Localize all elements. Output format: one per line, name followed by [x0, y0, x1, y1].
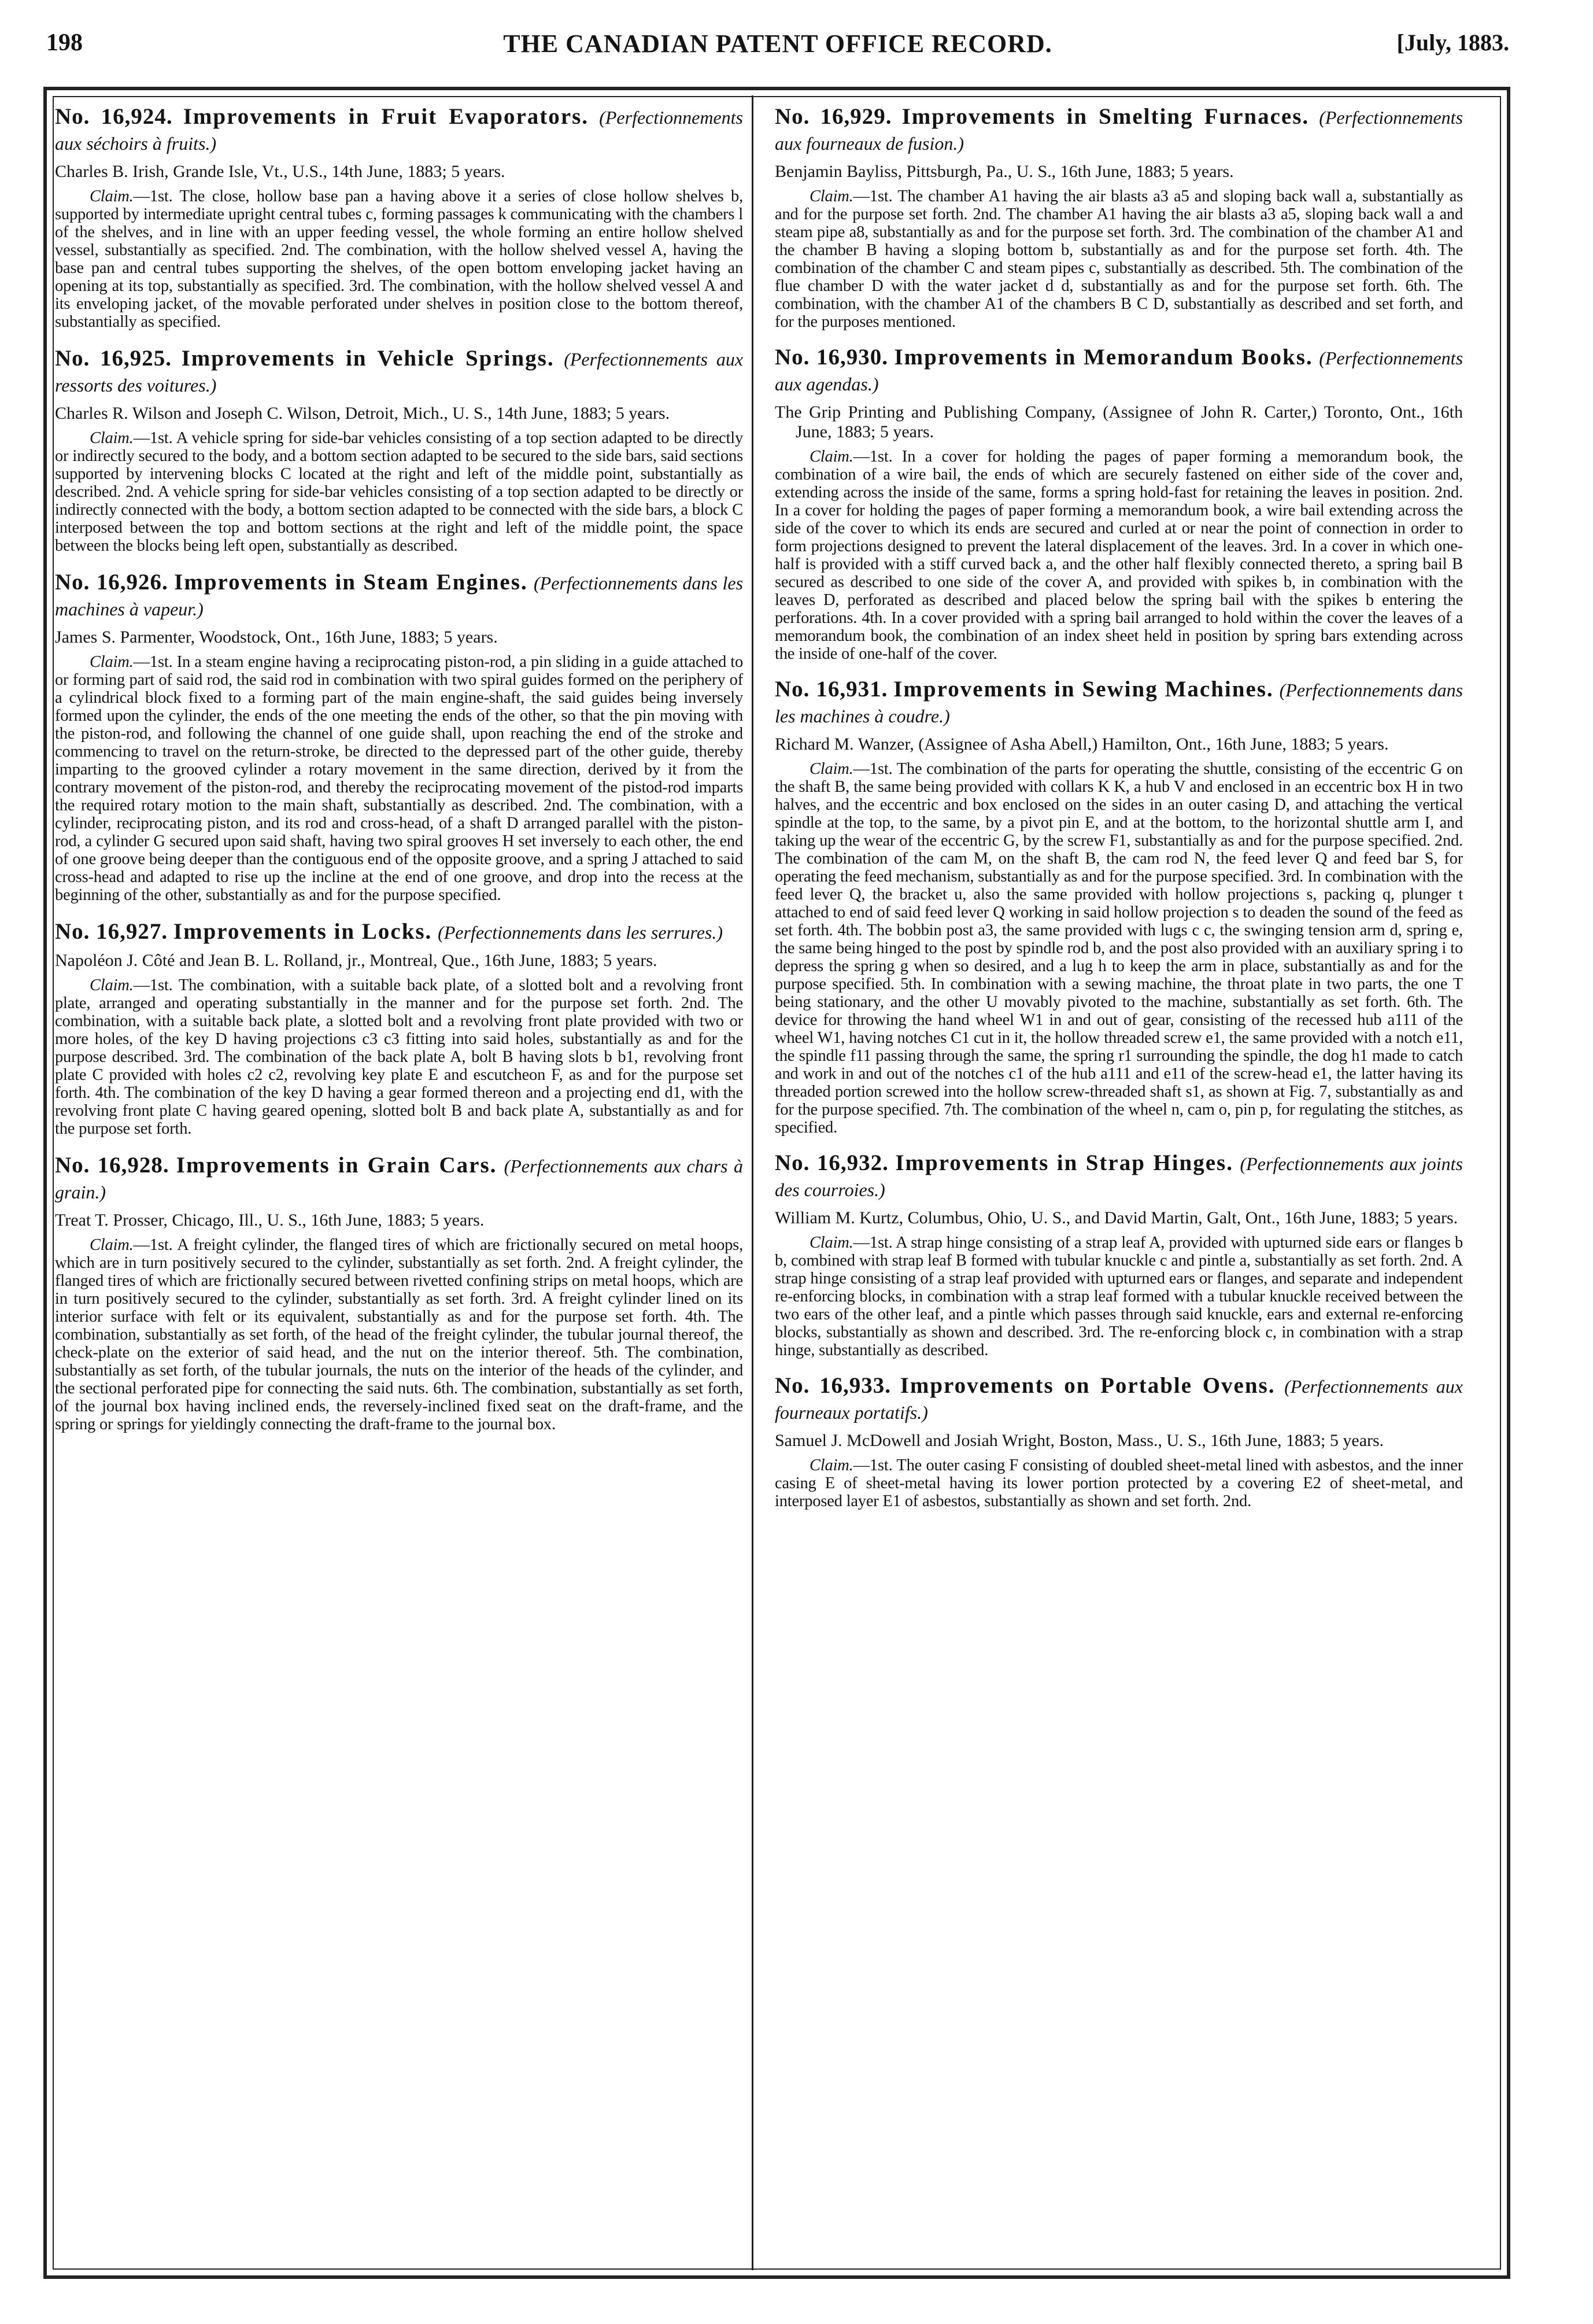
issue-date: [July, 1883.	[1396, 29, 1509, 56]
patent-french-title: (Perfectionnements dans les machines à coudre.)	[775, 680, 1463, 726]
left-column	[55, 104, 743, 1433]
claim-lead: Claim.	[810, 187, 853, 205]
claim-text	[55, 976, 743, 1138]
patent-number: No. 16,927.	[55, 919, 168, 944]
patentee-line: Treat T. Prosser, Chicago, Ill., U. S., 16th June, 1883; 5 years.	[55, 1211, 485, 1230]
claim-body: —1st. A freight cylinder, the flanged tires of which are frictionally secured on metal hoops, which are in turn positively secured to the cylinder, substantially as set forth. 2nd. A freight cylinder, the flanged tires of which are frictionally secured between rivetted confining strips on metal hoops, which are in turn positively secured to the cylinder, substantially as set forth. 3rd. A freight cylinder lined on its interior surface with felt or its equivalent, substantially as and for the purpose set forth. 4th. The combination, substantially as set forth, of the head of the freight cylinder, the tubular journal thereof, the check-plate on the exterior of said head, and the nut on the interior thereof. 5th. The combination, substantially as set forth, of the tubular journals, the nuts on the interior of the heads of the cylinder, and the sectional perforated pipe for connecting the said nuts. 6th. The combination, substantially as set forth, of the journal box having inclined ends, the reversely-inclined fixed seat on the draft-frame, and the spring or springs for yieldingly connecting the draft-frame to the journal box.	[55, 1236, 743, 1433]
patent-entry-16930	[775, 345, 1463, 663]
claim-body: —1st. The combination, with a suitable back plate, of a slotted bolt and a revolving front plate, arranged and operating substantially in the manner and for the purpose set forth. 2nd. The combination, with a suitable back plate, a slotted bolt and a revolving front plate provided with two or more holes, of the key D having projections c3 c3 fitting into said holes, substantially as and for the purpose described. 3rd. The combination of the back plate A, bolt B having slots b b1, revolving front plate C provided with holes c2 c2, revolving key plate E and escutcheon F, as and for the purpose set forth. 4th. The combination of the key D having a gear formed thereon and a projecting end d1, with the revolving front plate C having geared opening, slotted bolt B and back plate A, substantially as and for the purpose set forth.	[55, 976, 743, 1138]
patent-entry-16929	[775, 104, 1463, 331]
patent-heading	[775, 345, 1463, 397]
page-header	[46, 29, 1509, 65]
patent-heading	[775, 104, 1463, 156]
claim-body: —1st. The combination of the parts for operating the shuttle, consisting of the eccentric G on the shaft B, the same being provided with collars K K, a hub V and enclosed in an eccentric box H in two halves, and the eccentric and box enclosed on the sides in an outer casing D, and attaching the vertical spindle at the top, to the same, by a pivot pin E, and at the bottom, to the horizontal shuttle arm I, and taking up the wear of the eccentric G, by the screw F1, substantially as and for the purpose specified. 2nd. The combination of the cam M, on the shaft B, the cam rod N, the feed lever Q and feed bar S, for operating the feed mechanism, substantially as and for the purpose specified. 3rd. In combination with the feed lever Q, the bracket u, also the same provided with hollow projections s, packing q, plunger t attached to end of said feed lever Q working in said hollow projection s to deaden the sound of the feed as set forth. 4th. The bobbin post a3, the same provided with lugs c c, the swinging tension arm d, spring e, the same being hinged to the post by spindle rod b, and the post also provided with an auxiliary spring i to depress the spring g when so desired, and a lug h to keep the arm in place, substantially as and for the purpose specified. 5th. In combination with a sewing machine, the throat plate in two parts, the one T being stationary, and the other U movably pivoted to the machine, substantially as set forth. 6th. The device for throwing the hand wheel W1 in and out of gear, consisting of the recessed hub a111 of the wheel W1, having notches C1 cut in it, the hollow threaded screw e1, the same provided with a notch e11, the spindle f11 passing through the same, the spring r1 surrounding the spindle, the dog h1 made to catch and work in and out of the notches c1 of the hub a111 and e11 of the screw-head e1, the latter having its threaded portion screwed into the hollow screw-threaded shaft s1, as shown at Fig. 7, substantially as and for the purpose specified. 7th. The combination of the wheel n, cam o, pin p, for regulating the stitches, as specified.	[775, 760, 1463, 1137]
patentee-line: Charles R. Wilson and Joseph C. Wilson, Detroit, Mich., U. S., 14th June, 1883; 5 years.	[55, 404, 670, 423]
patent-heading	[55, 346, 743, 398]
patent-title: Improvements in Fruit Evaporators.	[183, 104, 589, 129]
patent-entry-16925	[55, 346, 743, 555]
claim-text	[775, 187, 1463, 331]
patent-french-title: (Perfectionnements aux ressorts des voitures.)	[55, 349, 744, 396]
patent-french-title: (Perfectionnements aux fourneaux de fusion.)	[775, 107, 1463, 154]
patent-number: No. 16,926.	[55, 570, 168, 595]
column-divider	[752, 95, 753, 2270]
patentee-line: The Grip Printing and Publishing Company, (Assignee of John R. Carter,) Toronto, Ont., 16th June, 1883; 5 years.	[775, 403, 1463, 441]
claim-text	[775, 1456, 1463, 1510]
claim-lead: Claim.	[90, 653, 134, 671]
patentee-line: Samuel J. McDowell and Josiah Wright, Boston, Mass., U. S., 16th June, 1883; 5 years.	[775, 1431, 1384, 1450]
patent-number: No. 16,933.	[775, 1373, 892, 1398]
claim-lead: Claim.	[90, 187, 134, 205]
patent-number: No. 16,931.	[775, 677, 888, 702]
patent-entry-16928	[55, 1153, 743, 1433]
patent-title: Improvements in Memorandum Books.	[894, 345, 1313, 370]
patent-heading	[55, 104, 743, 156]
claim-lead: Claim.	[810, 1456, 853, 1474]
claim-body: —1st. In a steam engine having a reciprocating piston-rod, a pin sliding in a guide attached to or forming part of said rod, the said rod in combination with two spiral guides formed on the periphery of a cylindrical block fixed to a forming part of the main engine-shaft, the said guides being inversely formed upon the cylinder, the ends of the one meeting the ends of the other, so that the pin moving with the piston-rod, and following the channel of one guide shall, upon reaching the end of the stroke and commencing to travel on the return-stroke, be directed to the depressed part of the other guide, thereby imparting to the grooved cylinder a rotary movement in the same direction, derived by it from the contrary movement of the piston-rod, and thereby the reciprocating movement of the pistod-rod imparts the required rotary motion to the main shaft, substantially as described. 2nd. The combination, with a cylinder, reciprocating piston, and its rod and cross-head, of a shaft D arranged parallel with the piston-rod, a cylinder G secured upon said shaft, having two spiral grooves H set inversely to each other, the end of one groove being deeper than the contiguous end of the opposite groove, and a spring J attached to said cross-head and adapted to rise up the incline at the end of one groove, and drop into the recess at the beginning of the other, substantially as and for the purpose specified.	[55, 653, 743, 904]
patent-title: Improvements in Sewing Machines.	[893, 677, 1274, 702]
patent-title: Improvements in Strap Hinges.	[895, 1150, 1233, 1175]
patent-title: Improvements in Grain Cars.	[176, 1153, 497, 1178]
patent-french-title: (Perfectionnements aux fourneaux portatifs.)	[775, 1376, 1463, 1423]
claim-text	[55, 653, 743, 904]
patent-heading	[55, 1153, 743, 1205]
claim-lead: Claim.	[810, 448, 853, 466]
claim-lead: Claim.	[810, 760, 853, 778]
patentee-line: James S. Parmenter, Woodstock, Ont., 16th June, 1883; 5 years.	[55, 628, 498, 647]
patent-title: Improvements in Locks.	[173, 919, 433, 944]
patent-entry-16931	[775, 677, 1463, 1137]
claim-body: —1st. The close, hollow base pan a having above it a series of close hollow shelves b, supported by intermediate upright central tubes c, forming passages k communicating with the chambers l of the shelves, and in line with an upper feeding vessel, the whole forming an entire hollow shelved vessel, substantially as specified. 2nd. The combination, with the hollow shelved vessel A, having the base pan and central tubes supporting the shelves, of the open bottom enveloping jacket having an opening at its top, substantially as specified. 3rd. The combination, with the hollow shelved vessel A and its enveloping jacket, of the movable perforated under shelves in position close to the bottom thereof, substantially as specified.	[55, 187, 743, 331]
claim-body: —1st. A strap hinge consisting of a strap leaf A, provided with upturned side ears or flanges b b, combined with strap leaf B formed with tubular knuckle c and pintle a, substantially as set forth. 2nd. A strap hinge consisting of a strap leaf provided with upturned ears or flanges, and separate and independent re-enforcing blocks, in combination with a strap leaf formed with a tubular knuckle received between the two ears of the other leaf, and a pintle which passes through said knuckle, ears and external re-enforcing blocks, substantially as shown and described. 3rd. The re-enforcing block c, in combination with a strap hinge, substantially as described.	[775, 1234, 1463, 1359]
patent-entry-16924	[55, 104, 743, 331]
claim-body: —1st. The outer casing F consisting of doubled sheet-metal lined with asbestos, and the inner casing E of sheet-metal having its lower portion protected by a covering E2 of sheet-metal, and interposed layer E1 of asbestos, substantially as shown and set forth. 2nd.	[775, 1456, 1463, 1510]
claim-body: —1st. A vehicle spring for side-bar vehicles consisting of a top section adapted to be directly or indirectly secured to the body, and a bottom section adapted to be secured to the side bars, said sections supported by intervening blocks C located at the right and left of the middle point, substantially as described. 2nd. A vehicle spring for side-bar vehicles consisting of a top section adapted to be directly or indirectly connected with the body, a bottom section adapted to be connected with the side bars, a block C interposed between the top and bottom sections at the right and left of the middle point, the space between the blocks being left open, substantially as described.	[55, 429, 743, 555]
patent-entry-16932	[775, 1150, 1463, 1359]
claim-body: —1st. The chamber A1 having the air blasts a3 a5 and sloping back wall a, substantially as and for the purpose set forth. 2nd. The chamber A1 having the air blasts a3 a5, sloping back wall a and steam pipe a8, substantially as and for the purpose set forth. 3rd. The combination of the chamber A1 and the chamber B having a sloping bottom b, substantially as and for the purpose set forth. 4th. The combination of the chamber C and steam pipes c, substantially as described. 5th. The combination of the flue chamber D with the water jacket d d, substantially as and for the purpose set forth. 6th. The combination, with the chamber A1 of the chambers B C D, substantially as described and set forth, and for the purposes mentioned.	[775, 187, 1463, 331]
claim-text	[55, 187, 743, 331]
patent-french-title: (Perfectionnements aux agendas.)	[775, 348, 1463, 394]
patent-title: Improvements in Steam Engines.	[174, 570, 528, 595]
patent-number: No. 16,929.	[775, 104, 892, 129]
page-number: 198	[46, 29, 83, 56]
patent-french-title: (Perfectionnements dans les serrures.)	[438, 922, 723, 943]
right-column	[775, 104, 1463, 1510]
patentee-line: William M. Kurtz, Columbus, Ohio, U. S., and David Martin, Galt, Ont., 16th June, 1883; 5 years.	[775, 1208, 1458, 1227]
patent-number: No. 16,930.	[775, 345, 888, 370]
claim-text	[775, 760, 1463, 1137]
patent-heading	[775, 1373, 1463, 1425]
patent-entry-16927	[55, 919, 743, 1138]
patent-number: No. 16,932.	[775, 1150, 889, 1175]
claim-lead: Claim.	[90, 976, 134, 994]
patent-number: No. 16,925.	[55, 346, 172, 371]
patent-title: Improvements in Smelting Furnaces.	[901, 104, 1310, 129]
claim-text	[55, 429, 743, 555]
claim-text	[775, 1234, 1463, 1359]
claim-text	[55, 1236, 743, 1433]
patent-heading	[775, 1150, 1463, 1202]
patent-french-title: (Perfectionnements aux joints des courroies.)	[775, 1153, 1463, 1200]
patentee-line: Charles B. Irish, Grande Isle, Vt., U.S., 14th June, 1883; 5 years.	[55, 162, 505, 181]
claim-text	[775, 448, 1463, 663]
patent-entry-16926	[55, 570, 743, 904]
patent-french-title: (Perfectionnements aux séchoirs à fruits.)	[55, 107, 743, 154]
claim-lead: Claim.	[90, 1236, 134, 1254]
patentee-line: Benjamin Bayliss, Pittsburgh, Pa., U. S., 16th June, 1883; 5 years.	[775, 162, 1234, 181]
patent-entry-16933	[775, 1373, 1463, 1510]
claim-lead: Claim.	[90, 429, 134, 447]
patent-number: No. 16,924.	[55, 104, 173, 129]
patent-french-title: (Perfectionnements dans les machines à vapeur.)	[55, 573, 744, 619]
patent-number: No. 16,928.	[55, 1153, 169, 1178]
patent-french-title: (Perfectionnements aux chars à grain.)	[55, 1156, 743, 1202]
claim-body: —1st. In a cover for holding the pages of paper forming a memorandum book, the combination of a wire bail, the ends of which are securely fastened on either side of the cover and, extending across the inside of the same, forms a spring hold-fast for retaining the leaves in position. 2nd. In a cover for holding the pages of paper forming a memorandum book, a wire bail extending across the side of the cover to which its ends are secured and curled at or near the point of connection in order to form projections designed to prevent the lateral displacement of the leaves. 3rd. In a cover in which one-half is provided with a stiff curved back a, and the other half flexibly connected thereto, a spring bail B secured as described to one side of the cover A, and provided with spikes b, in combination with the leaves D, perforated as described and placed below the spring bail with the spikes b entering the perforations. 4th. In a cover provided with a spring bail arranged to hold within the cover the leaves of a memorandum book, the combination of an index sheet held in position by spring bars extending across the inside of one-half of the cover.	[775, 448, 1463, 663]
patentee-line: Napoléon J. Côté and Jean B. L. Rolland, jr., Montreal, Que., 16th June, 1883; 5 years.	[55, 951, 657, 970]
claim-lead: Claim.	[810, 1234, 853, 1252]
patent-heading	[55, 570, 743, 622]
journal-title: THE CANADIAN PATENT OFFICE RECORD.	[503, 29, 1052, 58]
patent-heading	[775, 677, 1463, 729]
patent-title: Improvements in Vehicle Springs.	[181, 346, 555, 371]
patentee-line: Richard M. Wanzer, (Assignee of Asha Abell,) Hamilton, Ont., 16th June, 1883; 5 years.	[775, 735, 1389, 754]
patent-title: Improvements on Portable Ovens.	[900, 1373, 1276, 1398]
patent-heading	[55, 919, 743, 945]
